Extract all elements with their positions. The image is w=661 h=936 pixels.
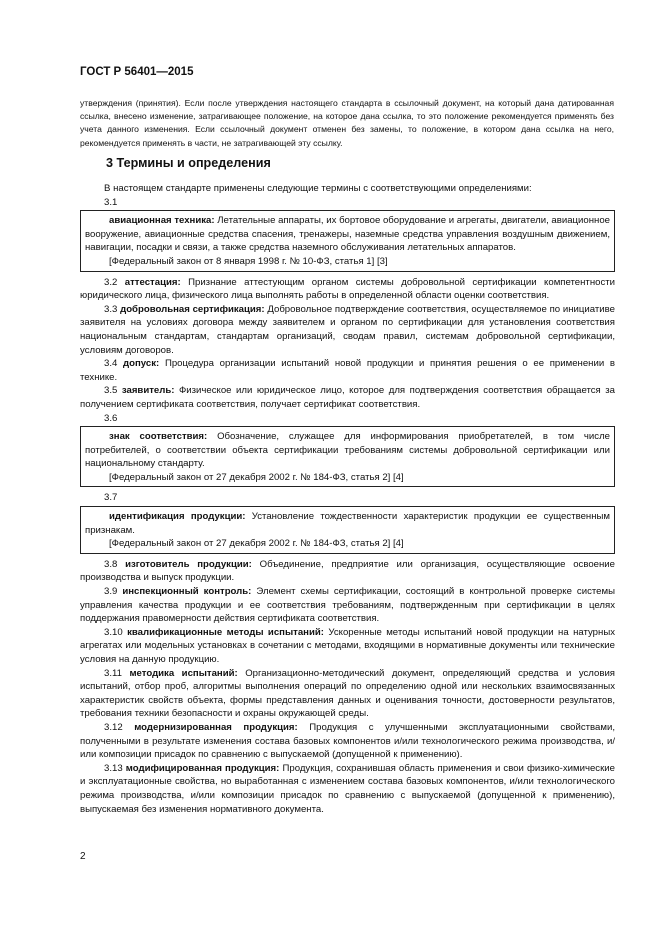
term-entry	[80, 357, 615, 384]
term-name: идентификация продукции:	[109, 511, 246, 523]
term-box	[80, 426, 615, 487]
term-name: добровольная сертификация:	[120, 303, 265, 315]
term-name: авиационная техника:	[109, 215, 215, 227]
term-definition: Летательные аппараты, их бортовое оборудование и агрегаты, двигатели, авиационное вооружение, авиационные средства спасения, тренажеры, наземные средства управления воздушным движением, навигации, посадки и связи, а также средства наземного обслуживания летательных аппаратов.	[85, 215, 610, 254]
term-source: [Федеральный закон от 27 декабря 2002 г. № 184-ФЗ, статья 2] [4]	[109, 538, 404, 550]
term-entry	[80, 303, 615, 357]
term-number: 3.7	[104, 492, 118, 504]
term-definition: Обозначение, служащее для информирования приобретателей, в том числе потребителей, о соответствии объекта сертификации требованиям системы добровольной сертификации или национальному стандарту.	[85, 431, 610, 470]
term-definition: Ускоренные методы испытаний новой продукции на натурных агрегатах или модельных установках в сочетании с методами, входящими в нормативные документы или технические условия на данную продукцию.	[80, 626, 616, 665]
term-number: 3.1	[104, 196, 118, 208]
term-definition: Продукция с улучшенными эксплуатационными свойствами, полученными в результате изменения состава базовых компонентов и/или технологического режима производства, и/или композиции присадок по сравнению с выпускаемой (допущенной к применению).	[80, 721, 616, 761]
intro-paragraph	[80, 97, 614, 150]
term-entry	[80, 762, 615, 816]
term-definition: Установление тождественности характеристик продукции ее существенным признакам.	[85, 511, 610, 536]
term-definition: Организационно-методический документ, определяющий средства и условия испытаний, отбор проб, алгоритмы выполнения операций по определению одной или нескольких взаимосвязанных характеристик свойств объекта, формы представления данных и оценивания точности, достоверности результатов, требования техники безопасности и охраны окружающей среды.	[80, 667, 616, 720]
term-number: 3.4	[104, 358, 118, 370]
term-name: знак соответствия:	[109, 431, 208, 443]
term-name: допуск:	[123, 358, 160, 370]
term-number: 3.2	[104, 276, 118, 288]
term-number: 3.13	[104, 762, 123, 774]
page-number: 2	[80, 851, 86, 862]
section-body	[80, 182, 615, 816]
term-name: изготовитель продукции:	[125, 558, 252, 570]
term-entry	[80, 626, 615, 667]
term-definition: Добровольное подтверждение соответствия, осуществляемое по инициативе заявителя на условиях договора между заявителем и органом по сертификации для установления соответствия национальным стандартам, стандартам организаций, сводам правил, системам добровольной сертификации, условиям договоров.	[80, 303, 615, 356]
term-box	[80, 210, 615, 271]
term-number: 3.5	[104, 385, 118, 397]
term-number: 3.10	[104, 626, 123, 638]
term-number: 3.3	[104, 303, 118, 315]
term-definition: Признание аттестующим органом системы добровольной сертификации компетентности юридического лица, физического лица выполнять работы в определенной области оценки соответствия.	[80, 276, 616, 302]
term-source: [Федеральный закон от 8 января 1998 г. № 10-ФЗ, статья 1] [3]	[109, 255, 388, 267]
term-name: инспекционный контроль:	[122, 586, 252, 598]
term-name: квалификационные методы испытаний:	[127, 626, 324, 638]
term-definition: Физическое или юридическое лицо, которое для подтверждения соответствия обращается за получением сертификата соответствия, получает сертификат соответствия.	[80, 385, 615, 410]
term-box	[80, 506, 615, 554]
term-number: 3.12	[104, 721, 123, 733]
term-name: заявитель:	[121, 385, 175, 397]
term-name: модифицированная продукция:	[125, 762, 280, 774]
section-lead: В настоящем стандарте применены следующие термины с соответствующими определениями:	[104, 183, 532, 194]
term-name: методика испытаний:	[129, 667, 238, 679]
term-entry	[85, 510, 610, 537]
term-number: 3.6	[104, 412, 118, 424]
term-entry	[80, 667, 615, 721]
term-definition: Элемент схемы сертификации, состоящий в контрольной проверке системы управления качества продукции и ее соответствия требованиям, подтвержденным при сертификации в целях поддержания правомерности действия сертификата соответствия.	[80, 586, 615, 625]
term-name: модернизированная продукция:	[134, 721, 298, 733]
section-title: 3 Термины и определения	[106, 156, 271, 170]
term-entry	[80, 276, 615, 303]
term-name: аттестация:	[124, 276, 181, 288]
intro-text: утверждения (принятия). Если после утверждения настоящего стандарта в ссылочный документ, на который дана датированная ссылка, внесено изменение, затрагивающее положение, на которое дана ссылка, то это положение рекомендуется применять без учета данного изменения. Если ссылочный документ отменен без замены, то положение, в котором дана ссылка на него, рекомендуется применять в части, не затрагивающей эту ссылку.	[80, 98, 614, 148]
term-number: 3.8	[104, 558, 118, 570]
term-entry	[80, 721, 615, 762]
term-source: [Федеральный закон от 27 декабря 2002 г. № 184-ФЗ, статья 2] [4]	[109, 471, 404, 483]
term-definition: Объединение, предприятие или организация, осуществляющие освоение производства и выпуск продукции.	[80, 558, 615, 584]
term-entry	[80, 585, 615, 626]
term-entry	[80, 384, 615, 411]
document-header: ГОСТ Р 56401—2015	[80, 66, 194, 78]
term-number: 3.11	[104, 667, 122, 679]
term-entry	[85, 430, 610, 471]
term-number: 3.9	[104, 586, 118, 598]
term-entry	[85, 214, 610, 255]
term-definition: Продукция, сохранившая область применения и свои физико-химические и эксплуатационные свойства, но выработанная с изменением состава базовых компонентов, и/или технологического режима производства, и/или композиции присадок по сравнению с выпускаемой (допущенной к применению), выпускаемая без изменения нормативного документа.	[80, 762, 615, 815]
term-definition: Процедура организации испытаний новой продукции и принятия решения о ее применении в технике.	[80, 358, 615, 383]
term-entry	[80, 558, 615, 585]
